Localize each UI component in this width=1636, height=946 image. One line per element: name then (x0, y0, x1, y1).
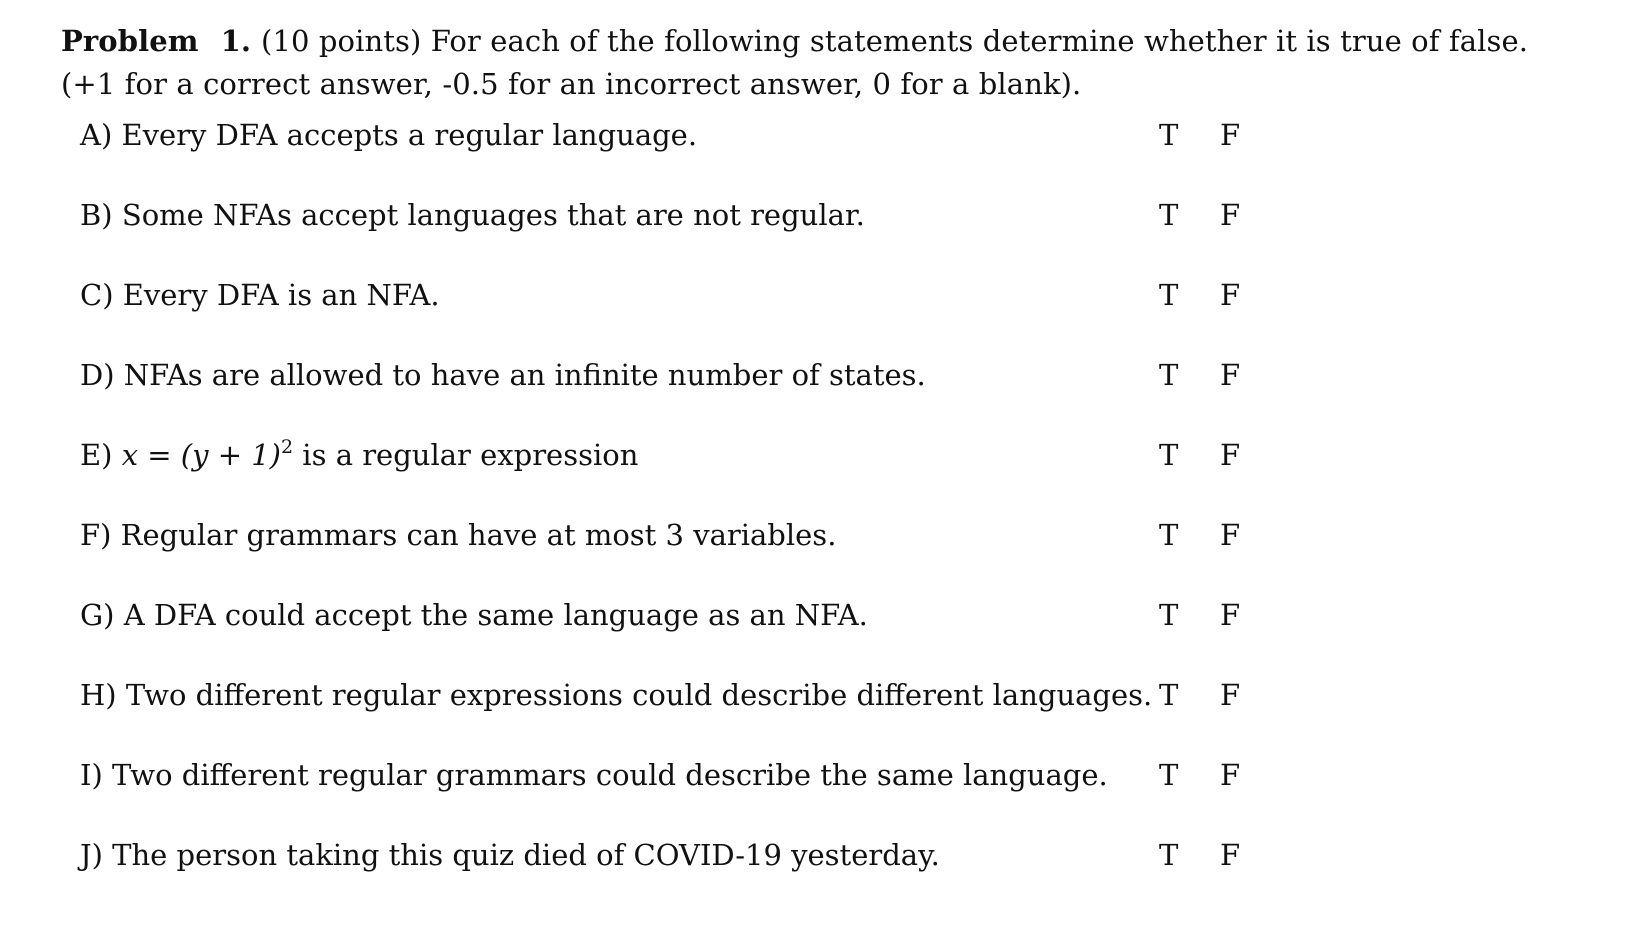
statement-item-g (80, 595, 1280, 635)
true-option[interactable]: T (1159, 838, 1179, 872)
true-option[interactable]: T (1159, 758, 1179, 792)
statement-suffix: is a regular expression (293, 438, 639, 472)
true-option[interactable]: T (1159, 518, 1179, 552)
problem-number: 1. (220, 24, 252, 58)
problem-instructions: (10 points) For each of the following statements determine whether it is true of false. (261, 24, 1529, 58)
true-option[interactable]: T (1159, 198, 1179, 232)
statement-item-e (80, 435, 1280, 475)
statement-prefix: E) (80, 438, 122, 472)
math-exponent: 2 (281, 436, 294, 458)
problem-header-line-2: (+1 for a correct answer, -0.5 for an incorrect answer, 0 for a blank). (61, 67, 1082, 101)
false-option[interactable]: F (1220, 198, 1241, 232)
false-option[interactable]: F (1220, 838, 1241, 872)
true-option[interactable]: T (1159, 278, 1179, 312)
false-option[interactable]: F (1220, 598, 1241, 632)
statement-text: C) Every DFA is an NFA. (80, 278, 440, 312)
statement-text: I) Two different regular grammars could describe the same language. (80, 758, 1108, 792)
statement-item-c (80, 275, 1280, 315)
statement-item-j (80, 835, 1280, 875)
false-option[interactable]: F (1220, 438, 1241, 472)
true-option[interactable]: T (1159, 678, 1179, 712)
false-option[interactable]: F (1220, 118, 1241, 152)
false-option[interactable]: F (1220, 518, 1241, 552)
false-option[interactable]: F (1220, 358, 1241, 392)
true-option[interactable]: T (1159, 598, 1179, 632)
false-option[interactable]: F (1220, 678, 1241, 712)
statement-text: H) Two different regular expressions could describe different languages. (80, 678, 1153, 712)
true-option[interactable]: T (1159, 358, 1179, 392)
true-option[interactable]: T (1159, 118, 1179, 152)
true-option[interactable]: T (1159, 438, 1179, 472)
statement-item-b (80, 195, 1280, 235)
statement-item-f (80, 515, 1280, 555)
statement-text: J) The person taking this quiz died of COVID-19 yesterday. (80, 838, 940, 872)
statement-item-d (80, 355, 1280, 395)
statement-text (80, 435, 638, 475)
problem-label: Problem (61, 24, 199, 58)
statement-item-h (80, 675, 1280, 715)
statement-text: F) Regular grammars can have at most 3 variables. (80, 518, 837, 552)
statement-text: G) A DFA could accept the same language as an NFA. (80, 598, 868, 632)
statement-item-i (80, 755, 1280, 795)
false-option[interactable]: F (1220, 758, 1241, 792)
statement-text: A) Every DFA accepts a regular language. (80, 118, 698, 152)
statement-text: B) Some NFAs accept languages that are not regular. (80, 198, 865, 232)
math-expression: x = (y + 1) (121, 438, 281, 472)
statement-item-a (80, 115, 1280, 155)
false-option[interactable]: F (1220, 278, 1241, 312)
statement-text: D) NFAs are allowed to have an infinite number of states. (80, 358, 926, 392)
